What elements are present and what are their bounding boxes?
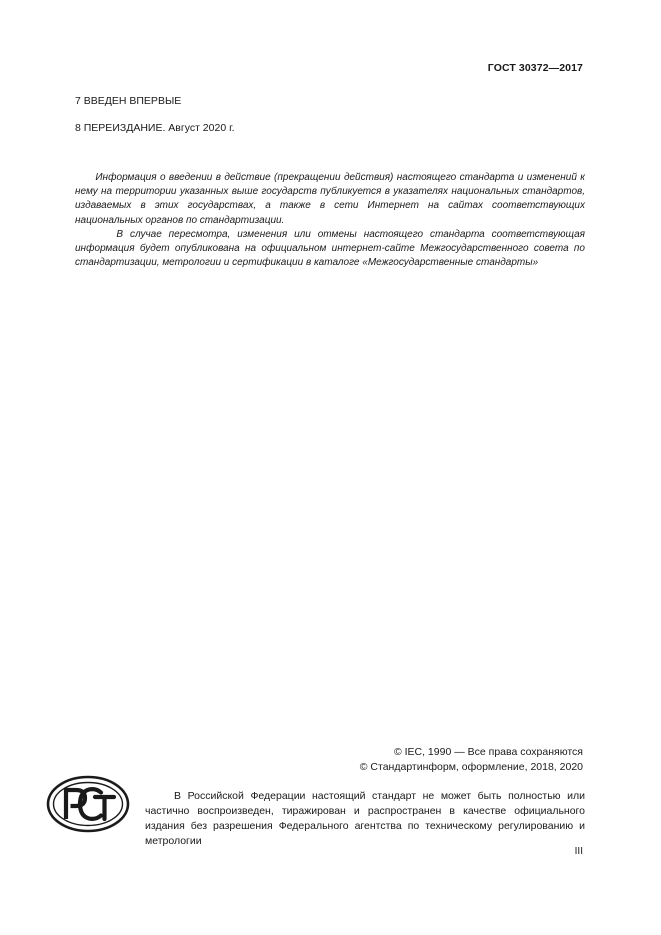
- reproduction-notice: [145, 789, 585, 849]
- info-paragraph-2-text: В случае пересмотра, изменения или отмены настоящего стандарта соответствующая информация будет опубликована на официальном интернет-сайте Межгосударственного совета по стандартизации, метрологии и сертификации в каталоге «Межгосударственные стандарты»: [75, 228, 586, 269]
- info-paragraph-1-text: Информация о введении в действие (прекращении действия) настоящего стандарта и изменений к нему на территории указанных выше государств публикуется в указателях национальных стандартов, издаваемых в этих государствах, а также в сети Интернет на сайтах соответствующих национальных органов по стандартизации.: [75, 172, 586, 226]
- document-code: ГОСТ 30372—2017: [487, 62, 583, 74]
- item-8-text: 8 ПЕРЕИЗДАНИЕ. Август 2020 г.: [75, 122, 235, 134]
- copyright-block: [360, 745, 583, 775]
- rst-mark-icon: [46, 775, 130, 833]
- reproduction-notice-text: В Российской Федерации настоящий стандарт не может быть полностью или частично воспроизведен, тиражирован и распространен в качестве официального издания без разрешения Федерального агентства по техническому регулированию и метрологии: [145, 790, 585, 847]
- item-7-text: 7 ВВЕДЕН ВПЕРВЫЕ: [75, 95, 182, 107]
- page-number: III: [574, 846, 583, 857]
- info-block: [75, 171, 585, 270]
- copyright-line-iec: © IEC, 1990 — Все права сохраняются: [393, 746, 583, 758]
- info-paragraph-2: [75, 228, 585, 271]
- copyright-line-standartinform: © Стандартинформ, оформление, 2018, 2020: [359, 761, 583, 773]
- info-paragraph-1: [75, 171, 585, 228]
